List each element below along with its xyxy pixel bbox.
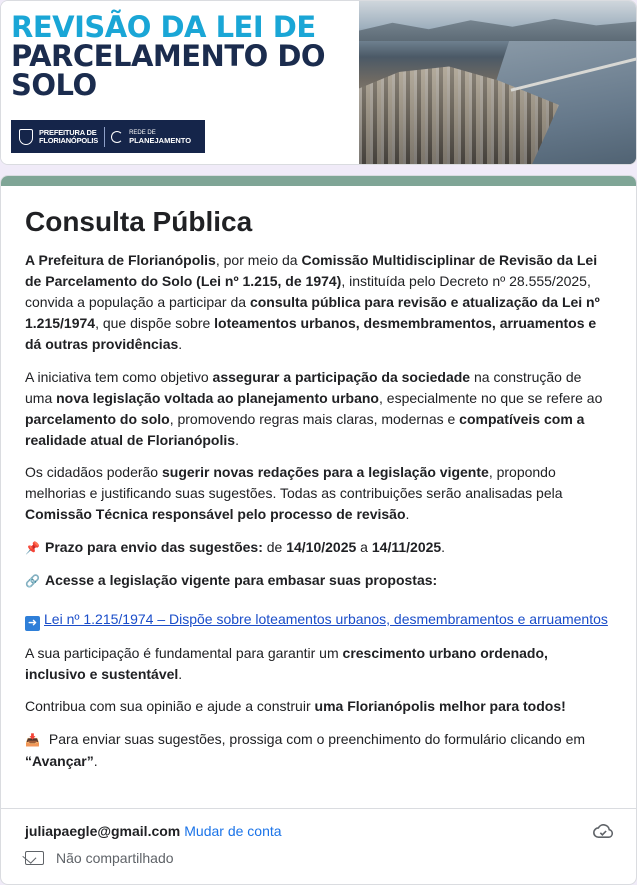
form-description-card [0,175,637,885]
law-link[interactable]: Lei nº 1.215/1974 – Dispõe sobre loteamentos urbanos, desmembramentos e arruamentos [44,611,608,627]
account-section [1,808,637,866]
banner-title-line3: SOLO [11,68,97,102]
paragraph-citizens: Os cidadãos poderão sugerir novas redações para a legislação vigente, propondo melhorias e justificando suas sugestões. Todas as contribuições serão analisadas pela Comissão Técnica responsável pelo processo de revisão. [25,464,563,522]
banner-title-line1: REVISÃO DA LEI DE [11,10,316,44]
rede-planejamento-logo [129,129,191,145]
not-shared-status [25,850,614,866]
form-title: Consulta Pública [25,206,253,237]
account-email: juliapaegle@gmail.com [25,823,181,839]
partner-logos [11,120,205,153]
banner-text-area [1,1,359,165]
not-shared-label: Não compartilhado [56,850,174,866]
account-line [25,821,614,841]
paragraph-access: 🔗 Acesse a legislação vigente para embasar suas propostas: [25,570,612,592]
link-icon: 🔗 [25,574,40,588]
city-photo [359,1,637,165]
mail-not-shared-icon [25,851,44,865]
paragraph-intro: A Prefeitura de Florianópolis, por meio da Comissão Multidisciplinar de Revisão da Lei de Parcelamento do Solo (Lei nº 1.215, de 1974), instituída pelo Decreto nº 28.555/2025, convida a população a participar da consulta pública para revisão e atualização da Lei nº 1.215/1974, que dispõe sobre loteamentos urbanos, desmembramentos, arruamentos e dá outras providências. [25,252,600,352]
banner-title-line2: PARCELAMENTO DO [11,39,326,73]
pushpin-icon: 📌 [25,540,40,555]
rede-logo-line2: PLANEJAMENTO [129,135,192,145]
switch-account-link[interactable]: Mudar de conta [184,823,282,839]
city-seal-icon [19,129,33,145]
rede-planejamento-icon [111,131,123,143]
paragraph-deadline: 📌 Prazo para envio das sugestões: de 14/10/2025 a 14/11/2025. [25,537,612,559]
right-arrow-icon: ➜ [25,616,40,631]
prefeitura-logo [39,129,98,145]
cloud-done-icon[interactable] [592,823,614,839]
prefeitura-logo-line1: PREFEITURA DE [39,127,97,137]
paragraph-contribute: Contribua com sua opinião e ajude a construir uma Florianópolis melhor para todos! [25,698,566,714]
paragraph-objective: A iniciativa tem como objetivo assegurar a participação da sociedade na construção de uma nova legislação voltada ao planejamento urbano, especialmente no que se refere ao parcelamento do solo, promovendo regras mais claras, modernas e compatíveis com a realidade atual de Florianópolis. [25,368,603,448]
paragraph-submit: 📥 Para enviar suas sugestões, prossiga com o preenchimento do formulário clicando em “Avançar”. [25,730,586,769]
header-banner [0,0,637,165]
logo-divider [104,127,105,147]
prefeitura-logo-line2: FLORIANÓPOLIS [39,135,99,145]
photo-hills [359,15,637,41]
card-accent-bar [1,176,636,186]
rede-logo-line1: REDE DE [129,129,156,136]
form-description [25,250,612,772]
paragraph-participation: A sua participação é fundamental para garantir um crescimento urbano ordenado, inclusivo e sustentável. [25,644,548,682]
inbox-tray-icon: 📥 [25,732,40,747]
banner-title [11,10,326,102]
paragraph-law-link [25,609,612,631]
